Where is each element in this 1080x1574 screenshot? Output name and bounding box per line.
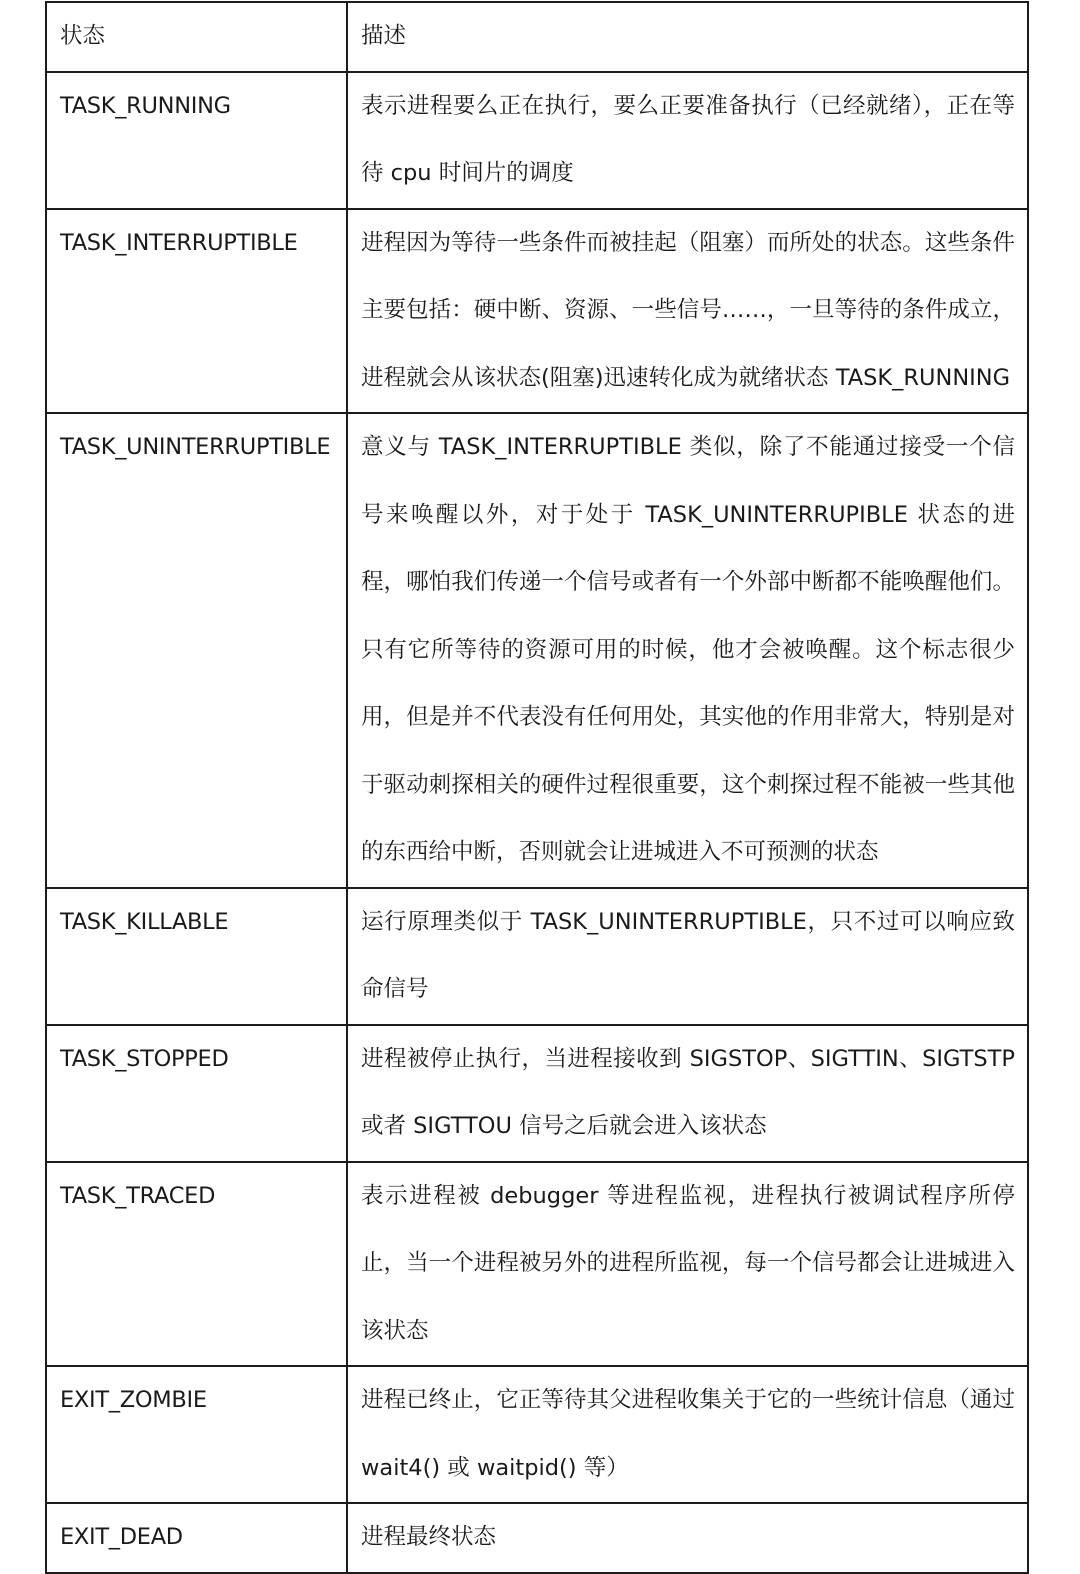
state-name-cell: EXIT_DEAD (46, 1503, 347, 1573)
state-name-cell: TASK_RUNNING (46, 72, 347, 209)
table-row (46, 209, 1028, 414)
state-description-cell: 进程因为等待一些条件而被挂起（阻塞）而所处的状态。这些条件主要包括：硬中断、资源、一些信号……，一旦等待的条件成立，进程就会从该状态(阻塞)迅速转化成为就绪状态 TASK_RUNNING (347, 209, 1028, 414)
state-description-cell: 表示进程要么正在执行，要么正要准备执行（已经就绪），正在等待 cpu 时间片的调度 (347, 72, 1028, 209)
state-name-cell: TASK_UNINTERRUPTIBLE (46, 413, 347, 888)
header-description: 描述 (347, 2, 1028, 72)
state-name-cell: TASK_INTERRUPTIBLE (46, 209, 347, 414)
table-row (46, 72, 1028, 209)
state-description-cell: 运行原理类似于 TASK_UNINTERRUPTIBLE，只不过可以响应致命信号 (347, 888, 1028, 1025)
table-row (46, 1503, 1028, 1573)
table-row (46, 1366, 1028, 1503)
table-row (46, 888, 1028, 1025)
state-description-cell: 表示进程被 debugger 等进程监视，进程执行被调试程序所停止，当一个进程被另外的进程所监视，每一个信号都会让进城进入该状态 (347, 1162, 1028, 1367)
state-name-cell: EXIT_ZOMBIE (46, 1366, 347, 1503)
table-row (46, 1025, 1028, 1162)
state-description-cell: 进程已终止，它正等待其父进程收集关于它的一些统计信息（通过 wait4() 或 waitpid() 等） (347, 1366, 1028, 1503)
state-description-cell: 进程被停止执行，当进程接收到 SIGSTOP、SIGTTIN、SIGTSTP 或者 SIGTTOU 信号之后就会进入该状态 (347, 1025, 1028, 1162)
state-name-cell: TASK_KILLABLE (46, 888, 347, 1025)
state-description-cell: 进程最终状态 (347, 1503, 1028, 1573)
process-state-table (45, 1, 1029, 1574)
table-row (46, 1162, 1028, 1367)
header-row (46, 2, 1028, 72)
table-row (46, 413, 1028, 888)
header-state: 状态 (46, 2, 347, 72)
state-name-cell: TASK_STOPPED (46, 1025, 347, 1162)
state-description-cell: 意义与 TASK_INTERRUPTIBLE 类似，除了不能通过接受一个信号来唤醒以外，对于处于 TASK_UNINTERRUPIBLE 状态的进程，哪怕我们传递一个信号或者有一个外部中断都不能唤醒他们。只有它所等待的资源可用的时候，他才会被唤醒。这个标志很少用，但是并不代表没有任何用处，其实他的作用非常大，特别是对于驱动刺探相关的硬件过程很重要，这个刺探过程不能被一些其他的东西给中断，否则就会让进城进入不可预测的状态 (347, 413, 1028, 888)
state-name-cell: TASK_TRACED (46, 1162, 347, 1367)
